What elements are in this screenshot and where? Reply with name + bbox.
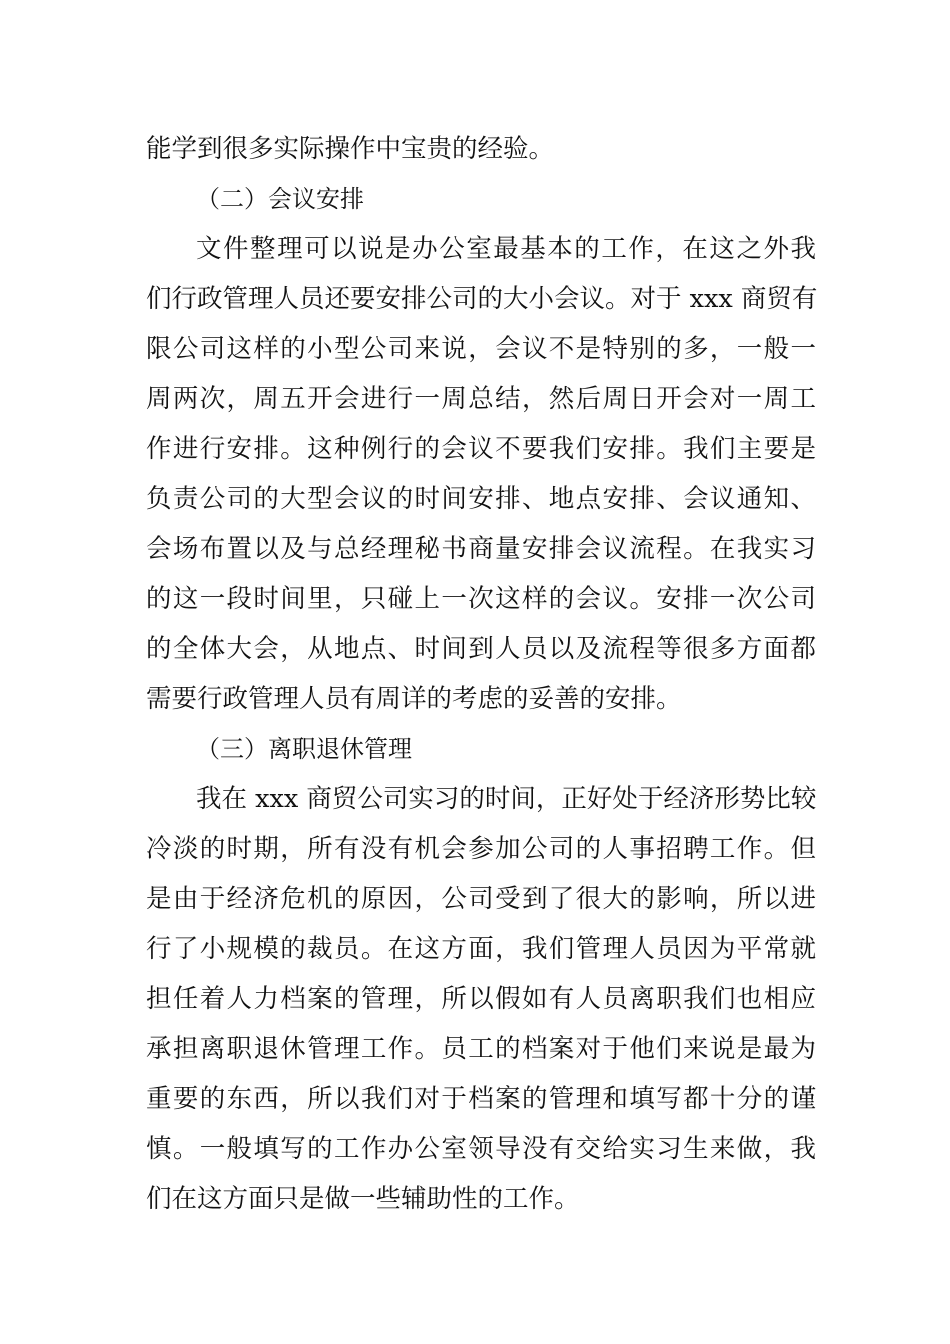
text-line: 是由于经济危机的原因，公司受到了很大的影响，所以进 [146,884,816,914]
text-line: 们行政管理人员还要安排公司的大小会议。对于 xxx 商贸有 [146,284,818,314]
text-line: 承担离职退休管理工作。员工的档案对于他们来说是最为 [146,1034,816,1064]
text-line: 慎。一般填写的工作办公室领导没有交给实习生来做，我 [146,1134,816,1164]
text-line: 担任着人力档案的管理，所以假如有人员离职我们也相应 [146,984,816,1014]
section-heading-resignation: （三）离职退休管理 [196,735,412,763]
text-line: 需要行政管理人员有周详的考虑的妥善的安排。 [146,684,682,714]
text-line: 的全体大会，从地点、时间到人员以及流程等很多方面都 [146,634,816,664]
text-line: 的这一段时间里，只碰上一次这样的会议。安排一次公司 [146,584,816,614]
text-line: 会场布置以及与总经理秘书商量安排会议流程。在我实习 [146,534,816,564]
text-line: 们在这方面只是做一些辅助性的工作。 [146,1184,580,1214]
section-heading-meeting: （二）会议安排 [196,185,364,213]
text-line: 周两次，周五开会进行一周总结，然后周日开会对一周工 [146,384,816,414]
text-line: 限公司这样的小型公司来说，会议不是特别的多，一般一 [146,334,816,364]
text-line: 冷淡的时期，所有没有机会参加公司的人事招聘工作。但 [146,834,816,864]
text-line: 文件整理可以说是办公室最基本的工作，在这之外我 [196,234,816,264]
text-line: 我在 xxx 商贸公司实习的时间，正好处于经济形势比较 [196,784,817,814]
text-line: 重要的东西，所以我们对于档案的管理和填写都十分的谨 [146,1084,816,1114]
text-line: 负责公司的大型会议的时间安排、地点安排、会议通知、 [146,484,816,514]
text-line: 作进行安排。这种例行的会议不要我们安排。我们主要是 [146,434,816,464]
text-line: 行了小规模的裁员。在这方面，我们管理人员因为平常就 [146,934,816,964]
text-line: 能学到很多实际操作中宝贵的经验。 [146,134,555,164]
